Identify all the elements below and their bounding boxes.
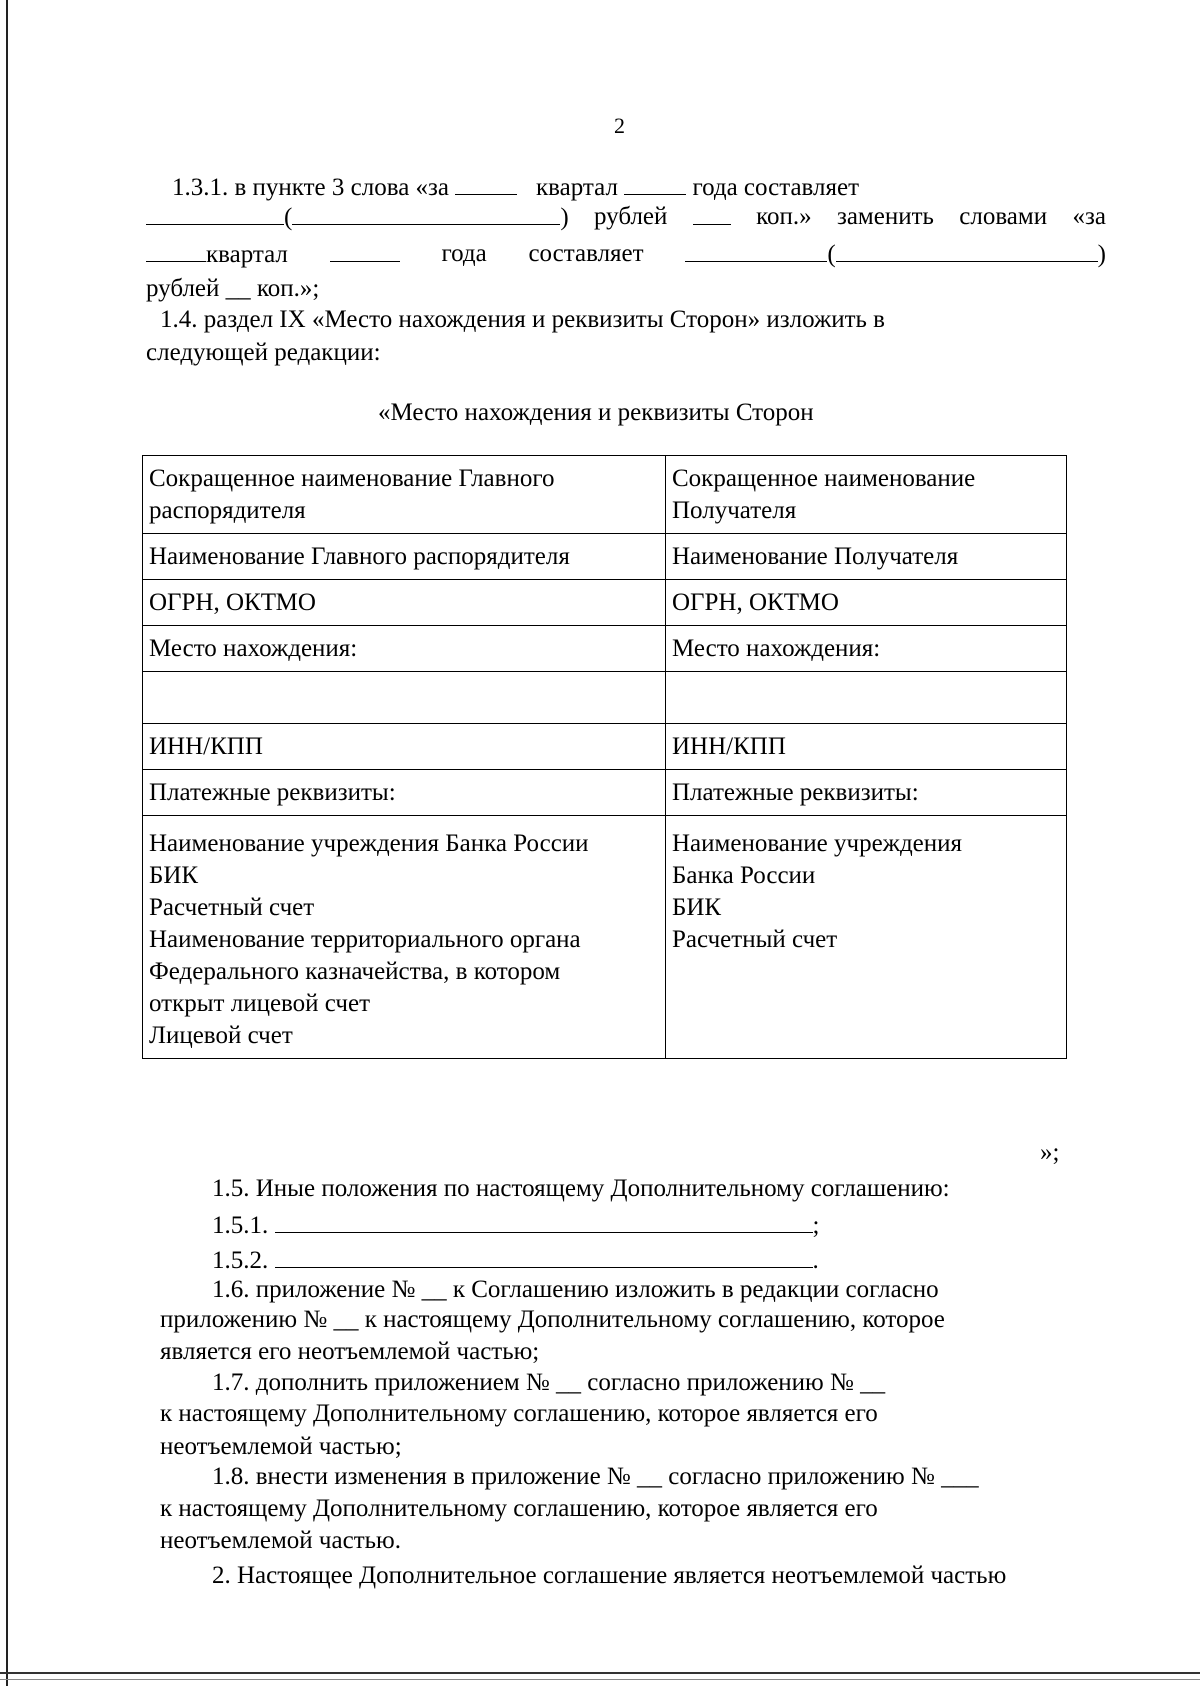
table-row [143,626,1067,672]
cell-text: ОГРН, ОКТМО [672,589,839,616]
cell-text: Наименование Получателя [672,543,959,570]
table-cell [143,626,666,672]
cell-text: ИНН/КПП [672,733,786,760]
cell-line: Банка России [672,862,816,889]
cell-line: Наименование территориального органа [149,926,581,953]
table-cell [666,456,1067,534]
table-cell [143,534,666,580]
cell-line: Наименование учреждения Банка России [149,830,589,857]
p2: 2. Настоящее Дополнительное соглашение является неотъемлемой частью [212,1562,1007,1589]
table-cell [143,456,666,534]
p15: 1.5. Иные положения по настоящему Дополнительному соглашению: [212,1175,950,1202]
cell-text: Платежные реквизиты: [149,779,396,806]
cell-line: Наименование учреждения [672,830,963,857]
p16-line3: является его неотъемлемой частью; [160,1338,540,1365]
p152: 1.5.2. . [212,1247,819,1274]
section-title: «Место нахождения и реквизиты Сторон [378,399,814,426]
p17-line2: к настоящему Дополнительному соглашению, которое является его [160,1400,878,1427]
table-cell [666,770,1067,816]
cell-text: Место нахождения: [149,635,358,662]
table-cell-empty [666,672,1067,724]
table-close-quote: »; [1040,1139,1060,1166]
scan-border-bottom [0,1672,1200,1674]
page-number: 2 [614,113,625,138]
table-cell [666,816,1067,1059]
table-row [143,770,1067,816]
p17-line1: 1.7. дополнить приложением № __ согласно приложению № __ [212,1369,886,1396]
p151: 1.5.1. ; [212,1212,820,1239]
p16-line2: приложению № __ к настоящему Дополнительному соглашению, которое [160,1306,945,1333]
cell-line: БИК [149,862,199,889]
p131-line1: 1.3.1. в пункте 3 слова «за квартал года составляет [172,174,860,201]
table-row [143,672,1067,724]
cell-text: Сокращенное наименование Главного распорядителя [149,465,555,524]
table-cell [666,626,1067,672]
cell-line: Расчетный счет [672,926,838,953]
p131-line4: рублей __ коп.»; [146,275,320,302]
cell-line: открыт лицевой счет [149,990,370,1017]
table-cell [143,816,666,1059]
p14-line2: следующей редакции: [146,339,381,366]
table-cell [666,580,1067,626]
table-cell [143,724,666,770]
table-row [143,580,1067,626]
p131-line3: квартал года составляет ( ) [146,239,1106,270]
cell-line: Федерального казначейства, в котором [149,958,561,985]
p18-line1: 1.8. внести изменения в приложение № __ согласно приложению № ___ [212,1463,979,1490]
cell-text: Платежные реквизиты: [672,779,919,806]
p131-line2: ( ) рублей коп.» заменить словами «за [146,202,1106,233]
table-cell [666,534,1067,580]
p18-line2: к настоящему Дополнительному соглашению, которое является его [160,1495,878,1522]
cell-text: Место нахождения: [672,635,881,662]
table-row [143,816,1067,1059]
p18-line3: неотъемлемой частью. [160,1527,401,1554]
scan-border-bottom-thin [0,1679,1200,1680]
scan-border-left [6,0,8,1686]
p17-line3: неотъемлемой частью; [160,1433,402,1460]
table-row [143,724,1067,770]
table-cell [666,724,1067,770]
cell-text: Сокращенное наименование Получателя [672,465,976,524]
requisites-table [142,455,1067,1059]
cell-text: ИНН/КПП [149,733,263,760]
cell-line: БИК [672,894,722,921]
table-cell-empty [143,672,666,724]
table-cell [143,770,666,816]
p14-line1: 1.4. раздел IX «Место нахождения и реквизиты Сторон» изложить в [160,306,885,333]
table-row [143,534,1067,580]
table-row [143,456,1067,534]
cell-text: ОГРН, ОКТМО [149,589,316,616]
table-cell [143,580,666,626]
cell-line: Лицевой счет [149,1022,293,1049]
p16-line1: 1.6. приложение № __ к Соглашению изложить в редакции согласно [212,1276,939,1303]
cell-text: Наименование Главного распорядителя [149,543,570,570]
cell-line: Расчетный счет [149,894,315,921]
